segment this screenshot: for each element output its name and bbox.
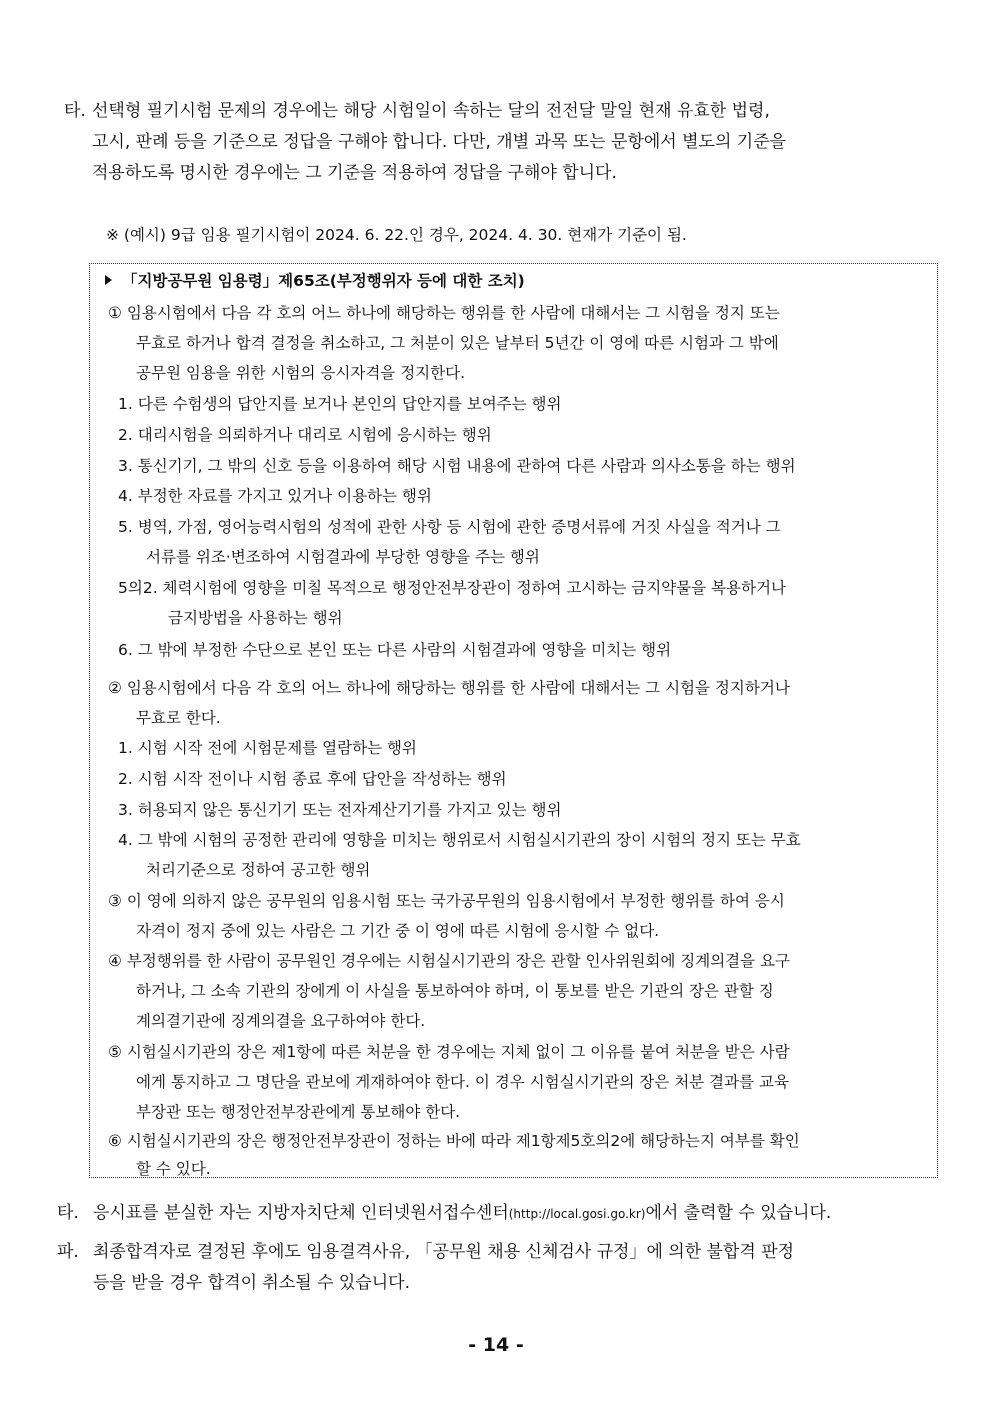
- paragraph-line: 적용하도록 명시한 경우에는 그 기준을 적용하여 정답을 구해야 합니다.: [92, 163, 617, 183]
- law-item-line: 처리기준으로 정하여 공고한 행위: [146, 861, 371, 879]
- law-item-line: 3. 통신기기, 그 밖의 신호 등을 이용하여 해당 시험 내용에 관하여 다른 사람과 의사소통을 하는 행위: [118, 457, 796, 475]
- law-clause-line: ④ 부정행위를 한 사람이 공무원인 경우에는 시험실시기관의 장은 관할 인사위원회에 징계의결을 요구: [108, 952, 790, 970]
- law-clause-line: 에게 통지하고 그 명단을 관보에 게재하여야 한다. 이 경우 시험실시기관의 장은 처분 결과를 교육: [136, 1073, 789, 1091]
- section-ta-answer-criteria: [64, 96, 944, 189]
- law-clause-line: 할 수 있다.: [136, 1160, 211, 1178]
- law-item-line: 5의2. 체력시험에 영향을 미칠 목적으로 행정안전부장관이 정하여 고시하는 금지약물을 복용하거나: [118, 579, 786, 597]
- law-clause-line: ① 임용시험에서 다음 각 호의 어느 하나에 해당하는 행위를 한 사람에 대해서는 그 시험을 정지 또는: [108, 304, 780, 322]
- law-clause-line: 공무원 임용을 위한 시험의 응시자격을 정지한다.: [136, 364, 466, 382]
- law-clause-line: ② 임용시험에서 다음 각 호의 어느 하나에 해당하는 행위를 한 사람에 대해서는 그 시험을 정지하거나: [108, 679, 790, 697]
- law-item-line: 2. 대리시험을 의뢰하거나 대리로 시험에 응시하는 행위: [118, 426, 492, 444]
- law-item-line: 5. 병역, 가점, 영어능력시험의 성적에 관한 사항 등 시험에 관한 증명서류에 거짓 사실을 적거나 그: [118, 518, 781, 536]
- law-item-line: 금지방법을 사용하는 행위: [168, 609, 343, 627]
- paragraph-line: 등을 받을 경우 합격이 취소될 수 있습니다.: [93, 1273, 411, 1293]
- law-clause-line: 계의결기관에 징계의결을 요구하여야 한다.: [136, 1012, 426, 1030]
- law-item-line: 4. 그 밖에 시험의 공정한 관리에 영향을 미치는 행위로서 시험실시기관의 장이 시험의 정지 또는 무효: [118, 831, 801, 849]
- paragraph-line: 선택형 필기시험 문제의 경우에는 해당 시험일이 속하는 달의 전전달 말일 현재 유효한 법령,: [92, 101, 770, 121]
- law-item-line: 3. 허용되지 않은 통신기기 또는 전자계산기기를 가지고 있는 행위: [118, 801, 562, 819]
- paragraph-text: 응시표를 분실한 자는 지방자치단체 인터넷원서접수센터: [93, 1203, 509, 1223]
- section-marker: 파.: [57, 1242, 79, 1262]
- law-clause-line: 무효로 하거나 합격 결정을 취소하고, 그 처분이 있은 날부터 5년간 이 영에 따른 시험과 그 밖에: [136, 334, 779, 352]
- law-item-line: 서류를 위조·변조하여 시험결과에 부당한 영향을 주는 행위: [146, 548, 540, 566]
- paragraph-line: 고시, 판례 등을 기준으로 정답을 구해야 합니다. 다만, 개별 과목 또는 문항에서 별도의 기준을: [92, 132, 787, 152]
- paragraph-text: 에서 출력할 수 있습니다.: [645, 1203, 832, 1223]
- paragraph-line: 최종합격자로 결정된 후에도 임용결격사유, 「공무원 채용 신체검사 규정」에 의한 불합격 판정: [93, 1242, 795, 1262]
- law-item-line: 1. 시험 시작 전에 시험문제를 열람하는 행위: [118, 739, 417, 757]
- law-excerpt-box: [89, 263, 938, 1178]
- page-number: - 14 -: [468, 1334, 524, 1356]
- law-clause-line: ③ 이 영에 의하지 않은 공무원의 임용시험 또는 국가공무원의 임용시험에서 부정한 행위를 하여 응시: [108, 892, 785, 910]
- law-clause-line: 부장관 또는 행정안전부장관에게 통보해야 한다.: [136, 1103, 461, 1121]
- law-item-line: 4. 부정한 자료를 가지고 있거나 이용하는 행위: [118, 487, 432, 505]
- law-clause-line: ⑤ 시험실시기관의 장은 제1항에 따른 처분을 한 경우에는 지체 없이 그 이유를 붙여 처분을 받은 사람: [108, 1043, 790, 1061]
- law-clause-line: ⑥ 시험실시기관의 장은 행정안전부장관이 정하는 바에 따라 제1항제5호의2에 해당하는지 여부를 확인: [108, 1132, 800, 1150]
- law-title-text: 「지방공무원 임용령」제65조(부정행위자 등에 대한 조치): [122, 272, 525, 290]
- section-marker: 타.: [64, 101, 86, 121]
- website-url: (http://local.gosi.go.kr): [508, 1207, 646, 1221]
- example-note: ※ (예시) 9급 임용 필기시험이 2024. 6. 22.인 경우, 2024. 4. 30. 현재가 기준이 됨.: [106, 226, 687, 244]
- law-title: [105, 268, 525, 294]
- section-ta-lost-ticket: [57, 1198, 945, 1230]
- law-item-line: 6. 그 밖에 부정한 수단으로 본인 또는 다른 사람의 시험결과에 영향을 미치는 행위: [118, 641, 672, 659]
- law-clause-line: 하거나, 그 소속 기관의 장에게 이 사실을 통보하여야 하며, 이 통보를 받은 기관의 장은 관할 징: [136, 982, 774, 1000]
- law-item-line: 2. 시험 시작 전이나 시험 종료 후에 답안을 작성하는 행위: [118, 770, 507, 788]
- triangle-bullet-icon: [105, 275, 112, 285]
- section-pa-disqualification: [57, 1237, 945, 1299]
- law-item-line: 1. 다른 수험생의 답안지를 보거나 본인의 답안지를 보여주는 행위: [118, 395, 562, 413]
- law-clause-line: 자격이 정지 중에 있는 사람은 그 기간 중 이 영에 따른 시험에 응시할 수 없다.: [136, 922, 660, 940]
- section-marker: 타.: [57, 1203, 79, 1223]
- law-clause-line: 무효로 한다.: [136, 709, 221, 727]
